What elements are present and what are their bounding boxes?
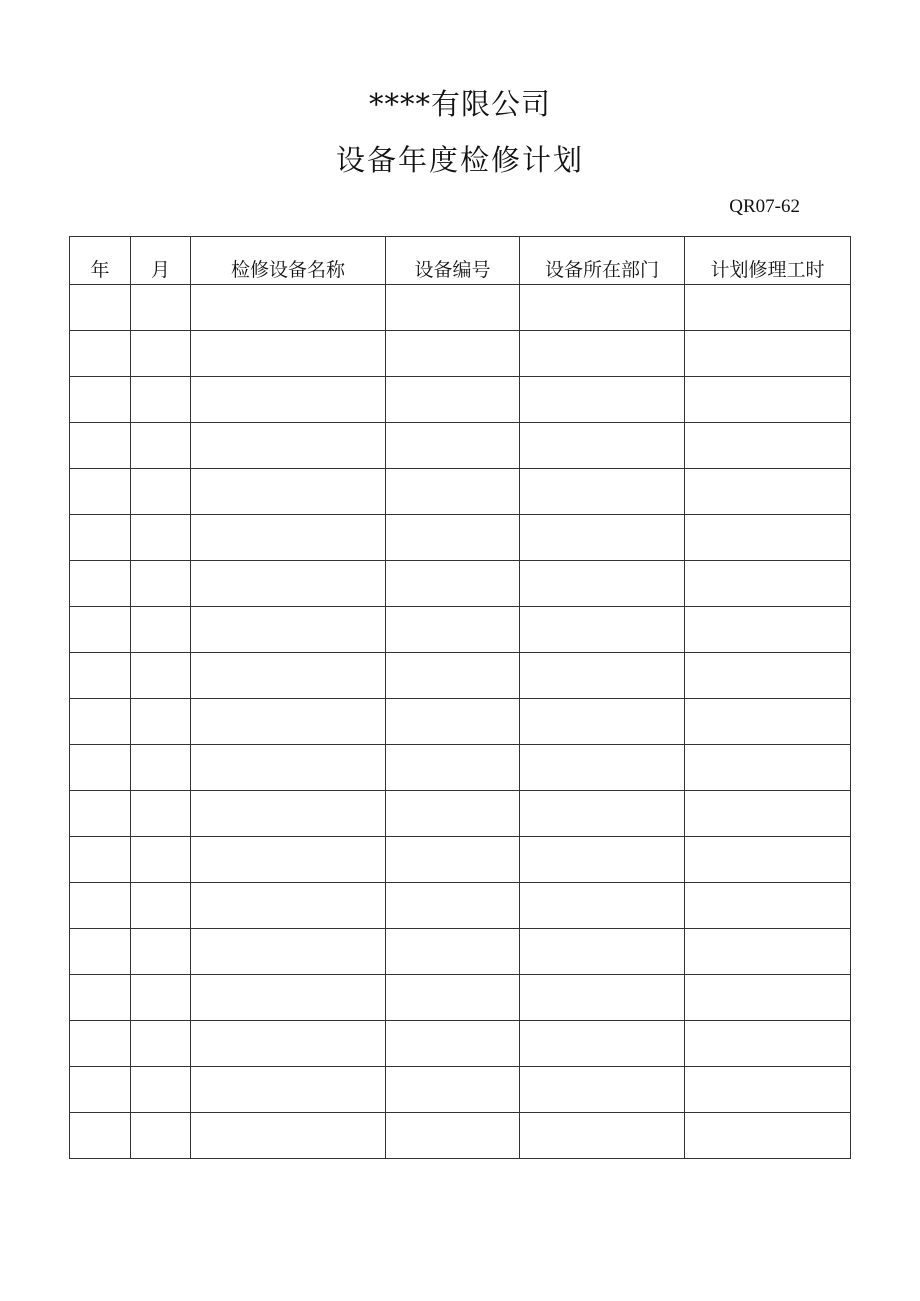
cell-year[interactable] <box>70 561 131 607</box>
cell-month[interactable] <box>131 607 191 653</box>
cell-month[interactable] <box>131 561 191 607</box>
cell-equipment-name[interactable] <box>191 1113 386 1159</box>
cell-department[interactable] <box>520 1067 685 1113</box>
cell-planned-hours[interactable] <box>685 791 851 837</box>
cell-equipment-name[interactable] <box>191 653 386 699</box>
cell-department[interactable] <box>520 699 685 745</box>
cell-equipment-number[interactable] <box>386 1113 520 1159</box>
cell-planned-hours[interactable] <box>685 469 851 515</box>
cell-equipment-name[interactable] <box>191 1067 386 1113</box>
cell-department[interactable] <box>520 285 685 331</box>
cell-department[interactable] <box>520 837 685 883</box>
cell-month[interactable] <box>131 285 191 331</box>
header-equipment-name: 检修设备名称 <box>191 237 386 285</box>
cell-department[interactable] <box>520 745 685 791</box>
cell-equipment-name[interactable] <box>191 607 386 653</box>
cell-planned-hours[interactable] <box>685 1067 851 1113</box>
cell-month[interactable] <box>131 975 191 1021</box>
cell-year[interactable] <box>70 1113 131 1159</box>
table-row <box>70 515 851 561</box>
cell-equipment-name[interactable] <box>191 561 386 607</box>
cell-equipment-number[interactable] <box>386 377 520 423</box>
cell-equipment-number[interactable] <box>386 1067 520 1113</box>
cell-planned-hours[interactable] <box>685 929 851 975</box>
document-title: 设备年度检修计划 <box>335 143 584 177</box>
table-row <box>70 377 851 423</box>
cell-month[interactable] <box>131 929 191 975</box>
table-row <box>70 883 851 929</box>
cell-planned-hours[interactable] <box>685 607 851 653</box>
cell-month[interactable] <box>131 1021 191 1067</box>
cell-equipment-number[interactable] <box>386 791 520 837</box>
header-planned-hours: 计划修理工时 <box>685 237 851 285</box>
cell-year[interactable] <box>70 469 131 515</box>
cell-department[interactable] <box>520 1021 685 1067</box>
cell-equipment-name[interactable] <box>191 699 386 745</box>
cell-month[interactable] <box>131 837 191 883</box>
cell-equipment-name[interactable] <box>191 423 386 469</box>
table-row <box>70 1113 851 1159</box>
cell-department[interactable] <box>520 469 685 515</box>
cell-year[interactable] <box>70 699 131 745</box>
cell-department[interactable] <box>520 929 685 975</box>
cell-planned-hours[interactable] <box>685 331 851 377</box>
cell-month[interactable] <box>131 331 191 377</box>
cell-planned-hours[interactable] <box>685 883 851 929</box>
cell-department[interactable] <box>520 653 685 699</box>
cell-year[interactable] <box>70 285 131 331</box>
cell-department[interactable] <box>520 791 685 837</box>
cell-planned-hours[interactable] <box>685 515 851 561</box>
maintenance-plan-table <box>69 236 851 1159</box>
table-row <box>70 607 851 653</box>
table-row <box>70 837 851 883</box>
header-month: 月 <box>131 237 191 285</box>
cell-planned-hours[interactable] <box>685 653 851 699</box>
cell-year[interactable] <box>70 377 131 423</box>
cell-equipment-number[interactable] <box>386 561 520 607</box>
header-year: 年 <box>70 237 131 285</box>
cell-month[interactable] <box>131 653 191 699</box>
cell-planned-hours[interactable] <box>685 285 851 331</box>
cell-equipment-number[interactable] <box>386 745 520 791</box>
cell-year[interactable] <box>70 929 131 975</box>
cell-equipment-name[interactable] <box>191 515 386 561</box>
table-row <box>70 1021 851 1067</box>
table-body <box>70 285 851 1159</box>
company-name: ****有限公司 <box>368 87 551 121</box>
cell-planned-hours[interactable] <box>685 745 851 791</box>
cell-equipment-name[interactable] <box>191 1021 386 1067</box>
cell-year[interactable] <box>70 1067 131 1113</box>
cell-department[interactable] <box>520 883 685 929</box>
cell-month[interactable] <box>131 699 191 745</box>
cell-month[interactable] <box>131 377 191 423</box>
cell-department[interactable] <box>520 331 685 377</box>
cell-year[interactable] <box>70 883 131 929</box>
cell-department[interactable] <box>520 1113 685 1159</box>
cell-year[interactable] <box>70 745 131 791</box>
table-row <box>70 423 851 469</box>
cell-year[interactable] <box>70 653 131 699</box>
cell-year[interactable] <box>70 837 131 883</box>
cell-year[interactable] <box>70 791 131 837</box>
cell-equipment-number[interactable] <box>386 331 520 377</box>
cell-month[interactable] <box>131 791 191 837</box>
cell-equipment-number[interactable] <box>386 1021 520 1067</box>
cell-planned-hours[interactable] <box>685 699 851 745</box>
table-row <box>70 699 851 745</box>
cell-year[interactable] <box>70 975 131 1021</box>
cell-planned-hours[interactable] <box>685 1021 851 1067</box>
cell-month[interactable] <box>131 423 191 469</box>
table-row <box>70 745 851 791</box>
cell-equipment-name[interactable] <box>191 929 386 975</box>
table-row <box>70 561 851 607</box>
cell-department[interactable] <box>520 607 685 653</box>
cell-month[interactable] <box>131 1113 191 1159</box>
cell-month[interactable] <box>131 469 191 515</box>
cell-month[interactable] <box>131 515 191 561</box>
cell-equipment-number[interactable] <box>386 469 520 515</box>
cell-equipment-name[interactable] <box>191 285 386 331</box>
cell-equipment-number[interactable] <box>386 653 520 699</box>
cell-department[interactable] <box>520 377 685 423</box>
cell-year[interactable] <box>70 607 131 653</box>
cell-equipment-name[interactable] <box>191 975 386 1021</box>
header-row <box>70 237 851 285</box>
cell-equipment-number[interactable] <box>386 285 520 331</box>
cell-department[interactable] <box>520 975 685 1021</box>
cell-department[interactable] <box>520 561 685 607</box>
cell-equipment-number[interactable] <box>386 929 520 975</box>
cell-equipment-number[interactable] <box>386 837 520 883</box>
cell-planned-hours[interactable] <box>685 1113 851 1159</box>
cell-planned-hours[interactable] <box>685 975 851 1021</box>
cell-year[interactable] <box>70 515 131 561</box>
cell-month[interactable] <box>131 883 191 929</box>
table-row <box>70 285 851 331</box>
cell-year[interactable] <box>70 1021 131 1067</box>
cell-equipment-number[interactable] <box>386 423 520 469</box>
cell-planned-hours[interactable] <box>685 561 851 607</box>
cell-equipment-name[interactable] <box>191 377 386 423</box>
cell-planned-hours[interactable] <box>685 377 851 423</box>
cell-planned-hours[interactable] <box>685 423 851 469</box>
cell-equipment-name[interactable] <box>191 883 386 929</box>
cell-equipment-number[interactable] <box>386 515 520 561</box>
cell-equipment-number[interactable] <box>386 699 520 745</box>
table-row <box>70 653 851 699</box>
table-row <box>70 791 851 837</box>
cell-department[interactable] <box>520 515 685 561</box>
cell-year[interactable] <box>70 423 131 469</box>
cell-equipment-name[interactable] <box>191 469 386 515</box>
table-row <box>70 975 851 1021</box>
cell-equipment-name[interactable] <box>191 837 386 883</box>
cell-equipment-number[interactable] <box>386 607 520 653</box>
table-row <box>70 331 851 377</box>
cell-equipment-number[interactable] <box>386 883 520 929</box>
cell-equipment-name[interactable] <box>191 331 386 377</box>
cell-planned-hours[interactable] <box>685 837 851 883</box>
header-department: 设备所在部门 <box>520 237 685 285</box>
cell-equipment-name[interactable] <box>191 791 386 837</box>
cell-month[interactable] <box>131 745 191 791</box>
table-row <box>70 469 851 515</box>
form-code: QR07-62 <box>729 196 800 217</box>
table-row <box>70 929 851 975</box>
header-equipment-number: 设备编号 <box>386 237 520 285</box>
cell-equipment-number[interactable] <box>386 975 520 1021</box>
cell-year[interactable] <box>70 331 131 377</box>
cell-department[interactable] <box>520 423 685 469</box>
cell-month[interactable] <box>131 1067 191 1113</box>
table-row <box>70 1067 851 1113</box>
cell-equipment-name[interactable] <box>191 745 386 791</box>
